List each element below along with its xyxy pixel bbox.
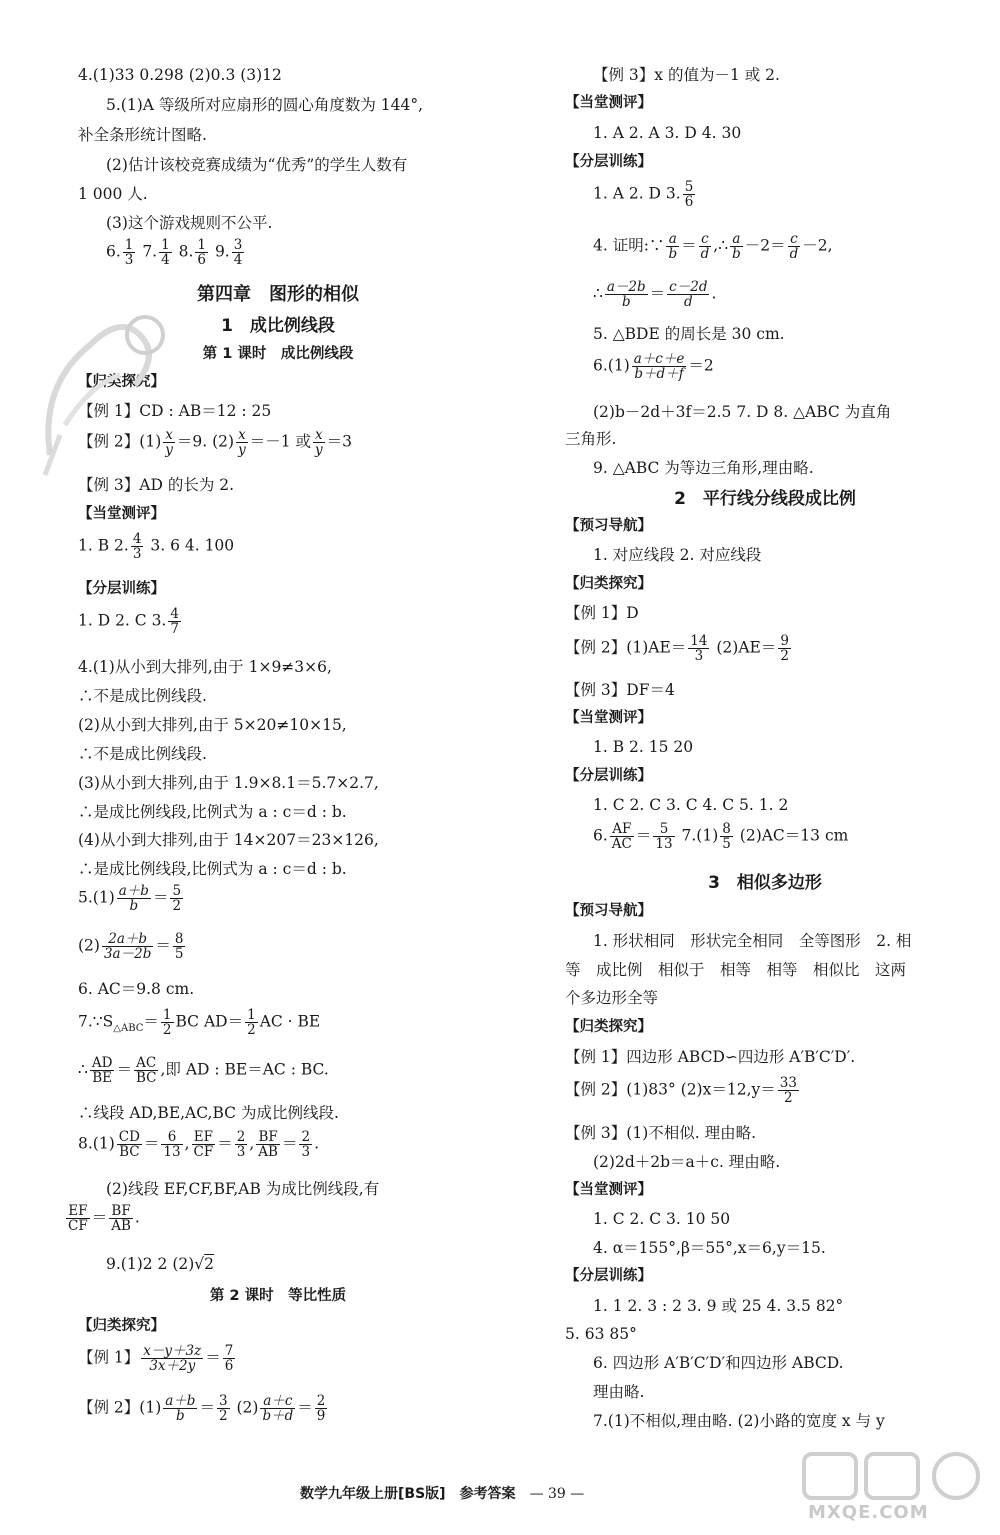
answer-line: ∴ $\frac{a-2b}{b}$ ＝ $\frac{c-2d}{d}$ . <box>593 279 717 311</box>
fraction: $\frac{c}{d}$ <box>700 231 710 263</box>
fraction: $\frac{1}{2}$ <box>162 1007 172 1039</box>
section-tag: 【当堂测评】 <box>78 506 165 522</box>
fraction: $\frac{2}{9}$ <box>316 1393 326 1425</box>
answer-line: 1. A 2. A 3. D 4. 30 <box>593 124 742 142</box>
fraction: $\frac{3}{2}$ <box>218 1393 228 1425</box>
answer-line: (3)这个游戏规则不公平. <box>106 214 273 232</box>
answer-line: 【例 1】 $\frac{x-y+3z}{3x+2y}$ ＝ $\frac{7}{6}$ <box>78 1343 234 1375</box>
section-tag: 【分层训练】 <box>78 581 165 597</box>
answer-line: 【例 1】CD : AB＝12 : 25 <box>78 402 272 420</box>
answer-line: (4)从小到大排列,由于 14×207＝23×126, <box>78 831 379 849</box>
fraction: $\frac{a-2b}{b}$ <box>606 279 646 311</box>
section-tag: 【当堂测评】 <box>565 710 652 726</box>
answer-line: 9. △ABC 为等边三角形,理由略. <box>593 459 814 477</box>
answer-line: (2)b－2d＋3f＝2.5 7. D 8. △ABC 为直角 <box>593 403 892 421</box>
answer-line: 5. △BDE 的周长是 30 cm. <box>593 325 785 343</box>
fraction: $\frac{14}{3}$ <box>690 633 708 665</box>
answer-line: 8.(1) $\frac{CD}{BC}$ ＝ $\frac{6}{13}$ , $\frac{EF}{CF}$ ＝ $\frac{2}{3}$ , $\frac{BF}{AB}$ ＝ $\frac{2}{3}$ . <box>78 1129 320 1161</box>
fraction: $\frac{2a+b}{3a-2b}$ <box>103 931 152 963</box>
answer-line: 9.(1)2 2 (2)√2 <box>106 1255 215 1273</box>
answer-line: 三角形. <box>565 430 617 448</box>
answer-line: (2)估计该校竞赛成绩为“优秀”的学生人数有 <box>106 156 408 174</box>
answer-line: 4.(1)从小到大排列,由于 1×9≠3×6, <box>78 658 332 676</box>
footer-title: 数学九年级上册[BS版] 参考答案 <box>300 1486 516 1502</box>
answer-line: 6. $\frac{1}{3}$ 7. $\frac{1}{4}$ 8. $\frac{1}{6}$ 9. $\frac{3}{4}$ <box>106 237 243 269</box>
fraction: $\frac{x}{y}$ <box>238 427 246 459</box>
answer-line: 理由略. <box>593 1383 645 1401</box>
section-title: 2 平行线分线段成比例 <box>674 489 856 509</box>
answer-line: 个多边形全等 <box>565 989 659 1007</box>
answer-line: 【例 3】(1)不相似. 理由略. <box>565 1124 757 1142</box>
answer-line: ∴不是成比例线段. <box>78 745 207 763</box>
section-tag: 【归类探究】 <box>78 374 165 390</box>
sqrt-symbol: √ <box>194 1255 205 1273</box>
fraction: $\frac{AF}{AC}$ <box>611 821 632 853</box>
section-tag: 【当堂测评】 <box>565 95 652 111</box>
fraction: $\frac{8}{5}$ <box>174 931 184 963</box>
lesson-title: 第 2 课时 等比性质 <box>209 1288 347 1304</box>
answer-line: (3)从小到大排列,由于 1.9×8.1＝5.7×2.7, <box>78 774 379 792</box>
fraction: $\frac{5}{6}$ <box>684 179 694 211</box>
fraction: $\frac{1}{6}$ <box>197 237 207 269</box>
answer-line: (2)2d＋2b＝a＋c. 理由略. <box>593 1153 781 1171</box>
answer-line: 4. α＝155°,β＝55°,x＝6,y＝15. <box>593 1239 826 1257</box>
section-tag: 【分层训练】 <box>565 154 652 170</box>
fraction: $\frac{BF}{AB}$ <box>111 1203 131 1235</box>
answer-line: 1 000 人. <box>78 185 148 203</box>
answer-line: 7.(1)不相似,理由略. (2)小路的宽度 x 与 y <box>593 1412 885 1430</box>
section-tag: 【分层训练】 <box>565 1268 652 1284</box>
answer-line: (2)从小到大排列,由于 5×20≠10×15, <box>78 716 347 734</box>
answer-line: ∴不是成比例线段. <box>78 687 207 705</box>
fraction: $\frac{1}{3}$ <box>124 237 134 269</box>
fraction: $\frac{9}{2}$ <box>780 633 789 665</box>
answer-line: 4.(1)33 0.298 (2)0.3 (3)12 <box>78 66 282 84</box>
answer-line: 补全条形统计图略. <box>78 126 207 144</box>
answer-line: ∴是成比例线段,比例式为 a : c＝d : b. <box>78 860 347 878</box>
answer-line: 4. 证明:∵ $\frac{a}{b}$ ＝ $\frac{c}{d}$ ,∴ $\frac{a}{b}$ －2＝ $\frac{c}{d}$ －2, <box>593 231 833 263</box>
section-title: 1 成比例线段 <box>221 316 335 336</box>
answer-line: 6.(1) $\frac{a+c+e}{b+d+f}$ ＝2 <box>593 351 714 383</box>
chapter-title: 第四章 图形的相似 <box>197 284 359 305</box>
section-tag: 【分层训练】 <box>565 768 652 784</box>
answer-line: $7.\because S_{\triangle ABC}=$ $\frac{1}{2}$ BC AD＝ $\frac{1}{2}$ AC · BE <box>78 1007 321 1039</box>
fraction: $\frac{a+c}{b+d}$ <box>262 1393 294 1425</box>
fraction: $\frac{EF}{CF}$ <box>193 1129 214 1161</box>
fraction: $\frac{x}{y}$ <box>315 427 323 459</box>
fraction: $\frac{a+b}{b}$ <box>165 1393 196 1425</box>
answer-line: 【例 2】(1)AE＝ $\frac{14}{3}$ (2)AE＝ $\frac{9}{2}$ <box>565 633 789 665</box>
fraction: $\frac{4}{3}$ <box>132 531 142 563</box>
section-tag: 【归类探究】 <box>78 1318 165 1334</box>
fraction: $\frac{5}{13}$ <box>655 821 673 853</box>
answer-line: (2) $\frac{2a+b}{3a-2b}$ ＝ $\frac{8}{5}$ <box>78 931 184 963</box>
answer-line: 1. D 2. C 3. $\frac{4}{7}$ <box>78 606 179 638</box>
answer-line: 6. 四边形 A′B′C′D′和四边形 ABCD. <box>593 1354 844 1372</box>
fraction: $\frac{CD}{BC}$ <box>118 1129 140 1161</box>
page-footer <box>300 1483 584 1503</box>
answer-line: 1. 对应线段 2. 对应线段 <box>593 546 762 564</box>
fraction: $\frac{6}{13}$ <box>163 1129 181 1161</box>
section-tag: 【当堂测评】 <box>565 1182 652 1198</box>
answer-line: 【例 2】(1) $\frac{x}{y}$ ＝9. (2) $\frac{x}{y}$ ＝－1 或 $\frac{x}{y}$ ＝3 <box>78 427 353 459</box>
watermark-text: MXQE.COM <box>808 1502 929 1523</box>
answer-line: 5. 63 85° <box>565 1325 637 1343</box>
answer-line: 1. C 2. C 3. C 4. C 5. 1. 2 <box>593 796 789 814</box>
answer-line: 1. 形状相同 形状完全相同 全等图形 2. 相 <box>593 932 912 950</box>
section-tag: 【归类探究】 <box>565 576 652 592</box>
fraction: $\frac{x}{y}$ <box>165 427 173 459</box>
stamp-sketch-icon <box>30 305 190 505</box>
fraction: $\frac{1}{2}$ <box>247 1007 256 1039</box>
fraction: $\frac{AC}{BC}$ <box>135 1055 157 1087</box>
fraction: $\frac{x-y+3z}{3x+2y}$ <box>143 1343 202 1375</box>
section-tag: 【预习导航】 <box>565 903 652 919</box>
fraction: $\frac{5}{2}$ <box>172 883 182 915</box>
lesson-title: 第 1 课时 成比例线段 <box>202 346 354 362</box>
answer-line: 【例 3】x 的值为－1 或 2. <box>593 66 780 84</box>
answer-line: 5.(1) $\frac{a+b}{b}$ ＝ $\frac{5}{2}$ <box>78 883 182 915</box>
answer-line: 【例 1】D <box>565 604 639 622</box>
page-number: — 39 — <box>529 1486 585 1502</box>
answer-line: 6. $\frac{AF}{AC}$ ＝ $\frac{5}{13}$ 7.(1) $\frac{8}{5}$ (2)AC＝13 cm <box>593 821 849 853</box>
fraction: $\frac{7}{6}$ <box>224 1343 234 1375</box>
watermark-logo-icon <box>800 1448 990 1504</box>
fraction: $\frac{3}{4}$ <box>233 237 243 269</box>
fraction: $\frac{33}{2}$ <box>779 1075 797 1107</box>
section-tag: 【预习导航】 <box>565 518 652 534</box>
answer-line: 1. 1 2. 3 : 2 3. 9 或 25 4. 3.5 82° <box>593 1297 844 1315</box>
answer-line: 【例 3】AD 的长为 2. <box>78 476 235 494</box>
answer-line: 【例 2】(1) $\frac{a+b}{b}$ ＝ $\frac{3}{2}$ (2) $\frac{a+c}{b+d}$ ＝ $\frac{2}{9}$ <box>78 1393 326 1425</box>
fraction: $\frac{8}{5}$ <box>722 821 731 853</box>
answer-line: 6. AC＝9.8 cm. <box>78 980 195 998</box>
fraction: $\frac{2}{3}$ <box>301 1129 311 1161</box>
answer-line: ∴是成比例线段,比例式为 a : c＝d : b. <box>78 803 347 821</box>
answer-line: 【例 2】(1)83° (2)x＝12,y＝ $\frac{33}{2}$ <box>565 1075 797 1107</box>
fraction: $\frac{a+b}{b}$ <box>118 883 149 915</box>
answer-line: 1. A 2. D 3. $\frac{5}{6}$ <box>593 179 694 211</box>
answer-line: (2)线段 EF,CF,BF,AB 为成比例线段,有 <box>106 1180 380 1198</box>
answer-line: ∴ $\frac{AD}{BE}$ ＝ $\frac{AC}{BC}$ ,即 AD : BE＝AC : BC. <box>78 1055 329 1087</box>
watermark <box>800 1448 990 1528</box>
answer-line: 等 成比例 相似于 相等 相等 相似比 这两 <box>565 961 907 979</box>
fraction: $\frac{c}{d}$ <box>789 231 799 263</box>
section-title: 3 相似多边形 <box>708 873 822 893</box>
answer-line: 【例 3】DF＝4 <box>565 681 675 699</box>
fraction: $\frac{a}{b}$ <box>732 231 741 263</box>
fraction: $\frac{c-2d}{d}$ <box>669 279 708 311</box>
section-tag: 【归类探究】 <box>565 1019 652 1035</box>
fraction: $\frac{a+c+e}{b+d+f}$ <box>633 351 685 383</box>
answer-line: 【例 1】四边形 ABCD∽四边形 A′B′C′D′. <box>565 1048 856 1066</box>
answer-line: 1. C 2. C 3. 10 50 <box>593 1210 731 1228</box>
answer-line: 1. B 2. 15 20 <box>593 738 694 756</box>
fraction: $\frac{EF}{CF}$ <box>68 1203 88 1235</box>
answer-line: $\frac{EF}{CF}$ ＝ $\frac{BF}{AB}$ . <box>68 1203 140 1235</box>
fraction: $\frac{4}{7}$ <box>170 606 179 638</box>
fraction: $\frac{2}{3}$ <box>236 1129 246 1161</box>
answer-line: ∴线段 AD,BE,AC,BC 为成比例线段. <box>78 1104 339 1122</box>
fraction: $\frac{1}{4}$ <box>161 237 170 269</box>
answer-line: 1. B 2. $\frac{4}{3}$ 3. 6 4. 100 <box>78 531 235 563</box>
fraction: $\frac{AD}{BE}$ <box>91 1055 113 1087</box>
fraction: $\frac{a}{b}$ <box>668 231 678 263</box>
fraction: $\frac{BF}{AB}$ <box>258 1129 278 1161</box>
answer-line: 5.(1)A 等级所对应扇形的圆心角度数为 144°, <box>106 96 424 114</box>
